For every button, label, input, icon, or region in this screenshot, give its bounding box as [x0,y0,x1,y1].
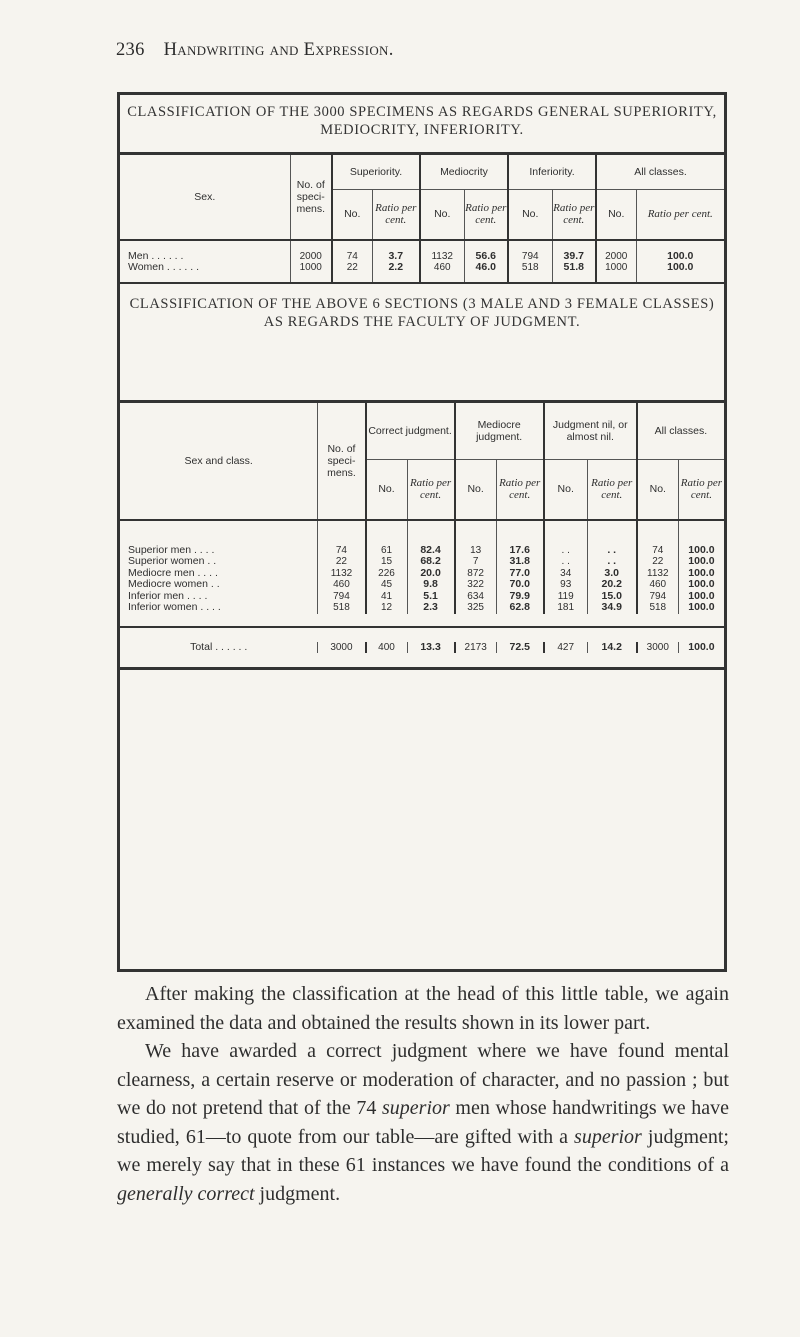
cell: 61 [366,520,408,557]
table2-group-header: All classes. [637,402,724,460]
cell: 14.2 [587,642,637,654]
cell: 22 [637,556,679,568]
row-label: Inferior women . . . . [128,601,221,613]
row-label: Superior women . . [128,555,217,567]
cell: 5.1 [407,591,455,603]
cell: 322 [455,579,497,591]
cell: 518 [637,602,679,614]
table-row [120,602,724,614]
cell: 31.8 [496,556,544,568]
cell: 100.0 [678,520,724,557]
cell: 794 [637,591,679,603]
table-row [120,240,724,263]
table2-body [120,520,724,627]
cell: 17.6 [496,520,544,557]
table2-group-header: Judgment nil, or almost nil. [544,402,637,460]
cell: 400 [366,642,408,654]
row-label: Mediocre men . . . . [128,566,218,579]
table1-group-header: All classes. [596,154,724,190]
table1-ratio-header: Ratio per cent. [464,190,508,240]
cell: 34.9 [587,602,637,614]
cell: 872 [455,568,497,580]
table1-ratio-header: Ratio per cent. [552,190,596,240]
table2-sex-class-header: Sex and class. [120,402,318,520]
cell: 72.5 [496,642,544,654]
cell: 12 [366,602,408,614]
table1-no-header: No. [332,190,372,240]
cell: 2.3 [407,602,455,614]
cell: 13 [455,520,497,557]
cell: 51.8 [552,262,596,283]
row-label: Men . . . . . . [128,249,184,262]
table2-group-header: Mediocre judgment. [455,402,544,460]
italic-run: superior [574,1125,642,1148]
table-row [120,520,724,557]
table1 [120,152,724,284]
cell: 518 [508,262,552,283]
row-label: Total . . . . . . [190,640,248,653]
cell: 226 [366,568,408,580]
cell: 79.9 [496,591,544,603]
cell: 20.0 [407,568,455,580]
cell: 56.6 [464,240,508,263]
table2-ratio-header: Ratio per cent. [587,460,637,520]
cell: 119 [544,591,588,603]
row-label: Women . . . . . . [128,261,199,273]
cell: 20.2 [587,579,637,591]
cell: 100.0 [678,591,724,603]
cell: 45 [366,579,408,591]
row-label: Inferior men . . . . [128,589,208,602]
cell: . . [587,520,637,557]
cell: 100.0 [636,240,724,263]
paragraph [117,1037,729,1208]
cell: 325 [455,602,497,614]
table1-ratio-header: Ratio per cent. [636,190,724,240]
table-row-total [120,642,724,654]
cell: 15.0 [587,591,637,603]
running-title: Handwriting and Expression. [163,40,394,60]
table2-specimens-header: No. of speci-mens. [318,402,366,520]
running-header [116,40,716,61]
table1-specimens-header: No. of speci-mens. [290,154,332,240]
cell: 1132 [637,568,679,580]
cell: 100.0 [636,262,724,283]
table1-sex-header: Sex. [120,154,290,240]
cell: 181 [544,602,588,614]
cell: 100.0 [678,602,724,614]
cell: 2000 [290,240,332,263]
cell: 74 [318,520,366,557]
table1-group-header: Superiority. [332,154,420,190]
cell: 3000 [637,642,679,654]
table2 [120,400,724,670]
cell: 2000 [596,240,636,263]
table1-group-header: Mediocrity [420,154,508,190]
italic-run: generally correct [117,1182,255,1205]
table2-ratio-header: Ratio per cent. [407,460,455,520]
row-label: Mediocre women . . [128,578,220,590]
cell: 74 [637,520,679,557]
cell: 460 [318,579,366,591]
cell: 1132 [318,568,366,580]
table1-group-header: Inferiority. [508,154,596,190]
cell: 77.0 [496,568,544,580]
cell: 100.0 [678,556,724,568]
cell: 1000 [596,262,636,283]
cell: 2173 [455,642,497,654]
cell: 3.7 [372,240,420,263]
cell: 3000 [318,642,366,654]
table2-ratio-header: Ratio per cent. [678,460,724,520]
cell: 100.0 [678,642,724,654]
cell: 1132 [420,240,464,263]
cell: 93 [544,579,588,591]
cell: 7 [455,556,497,568]
cell: 794 [318,591,366,603]
text-run: We have awarded a correct judgment where we have found mental clearness, a certain reserve or moderation of character, and no passion ; but we do not pretend that of the 74 [117,1040,729,1119]
cell: 460 [420,262,464,283]
cell: 634 [455,591,497,603]
table2-no-header: No. [366,460,408,520]
italic-run: superior [382,1097,450,1119]
table2-group-header: Correct judgment. [366,402,455,460]
cell: 100.0 [678,579,724,591]
cell: 15 [366,556,408,568]
cell: 3.0 [587,568,637,580]
cell: 39.7 [552,240,596,263]
tables-frame [117,92,727,972]
cell: . . [544,520,588,557]
cell: 82.4 [407,520,455,557]
cell: 427 [544,642,588,654]
table-row [120,556,724,568]
table1-no-header: No. [420,190,464,240]
table-row [120,262,724,283]
cell: 1000 [290,262,332,283]
table2-no-header: No. [544,460,588,520]
cell: 794 [508,240,552,263]
row-label: Superior men . . . . [128,543,215,556]
text-run: judgment. [254,1182,341,1205]
cell: 22 [318,556,366,568]
table2-no-header: No. [637,460,679,520]
text-run: judgment; we merely say that in these 61 instances we have found the conditions of a [117,1125,729,1176]
cell: . . [544,556,588,568]
paragraph: After making the classification at the head of this little table, we again examined the data and obtained the results shown in its lower part. [117,983,729,1034]
table2-title: CLASSIFICATION OF THE ABOVE 6 SECTIONS (3 MALE AND 3 FEMALE CLASSES) AS REGARDS THE FACULTY OF JUDGMENT. [129,296,715,330]
cell: . . [587,556,637,568]
cell: 2.2 [372,262,420,283]
table2-no-header: No. [455,460,497,520]
cell: 518 [318,602,366,614]
cell: 100.0 [678,568,724,580]
cell: 13.3 [407,642,455,654]
cell: 9.8 [407,579,455,591]
table1-title: CLASSIFICATION OF THE 3000 SPECIMENS AS REGARDS GENERAL SUPERIORITY, MEDIOCRITY, INFERIORITY. [127,104,717,138]
cell: 34 [544,568,588,580]
table1-ratio-header: Ratio per cent. [372,190,420,240]
cell: 46.0 [464,262,508,283]
table1-no-header: No. [508,190,552,240]
cell: 70.0 [496,579,544,591]
body-text [117,980,729,1208]
cell: 22 [332,262,372,283]
cell: 68.2 [407,556,455,568]
cell: 62.8 [496,602,544,614]
page-number: 236 [116,40,145,60]
cell: 41 [366,591,408,603]
cell: 460 [637,579,679,591]
table-row [120,579,724,591]
text-run: men whose handwritings we have studied, 61—to quote from our table—are gifted with a [117,1097,730,1148]
table1-no-header: No. [596,190,636,240]
cell: 74 [332,240,372,263]
table2-ratio-header: Ratio per cent. [496,460,544,520]
